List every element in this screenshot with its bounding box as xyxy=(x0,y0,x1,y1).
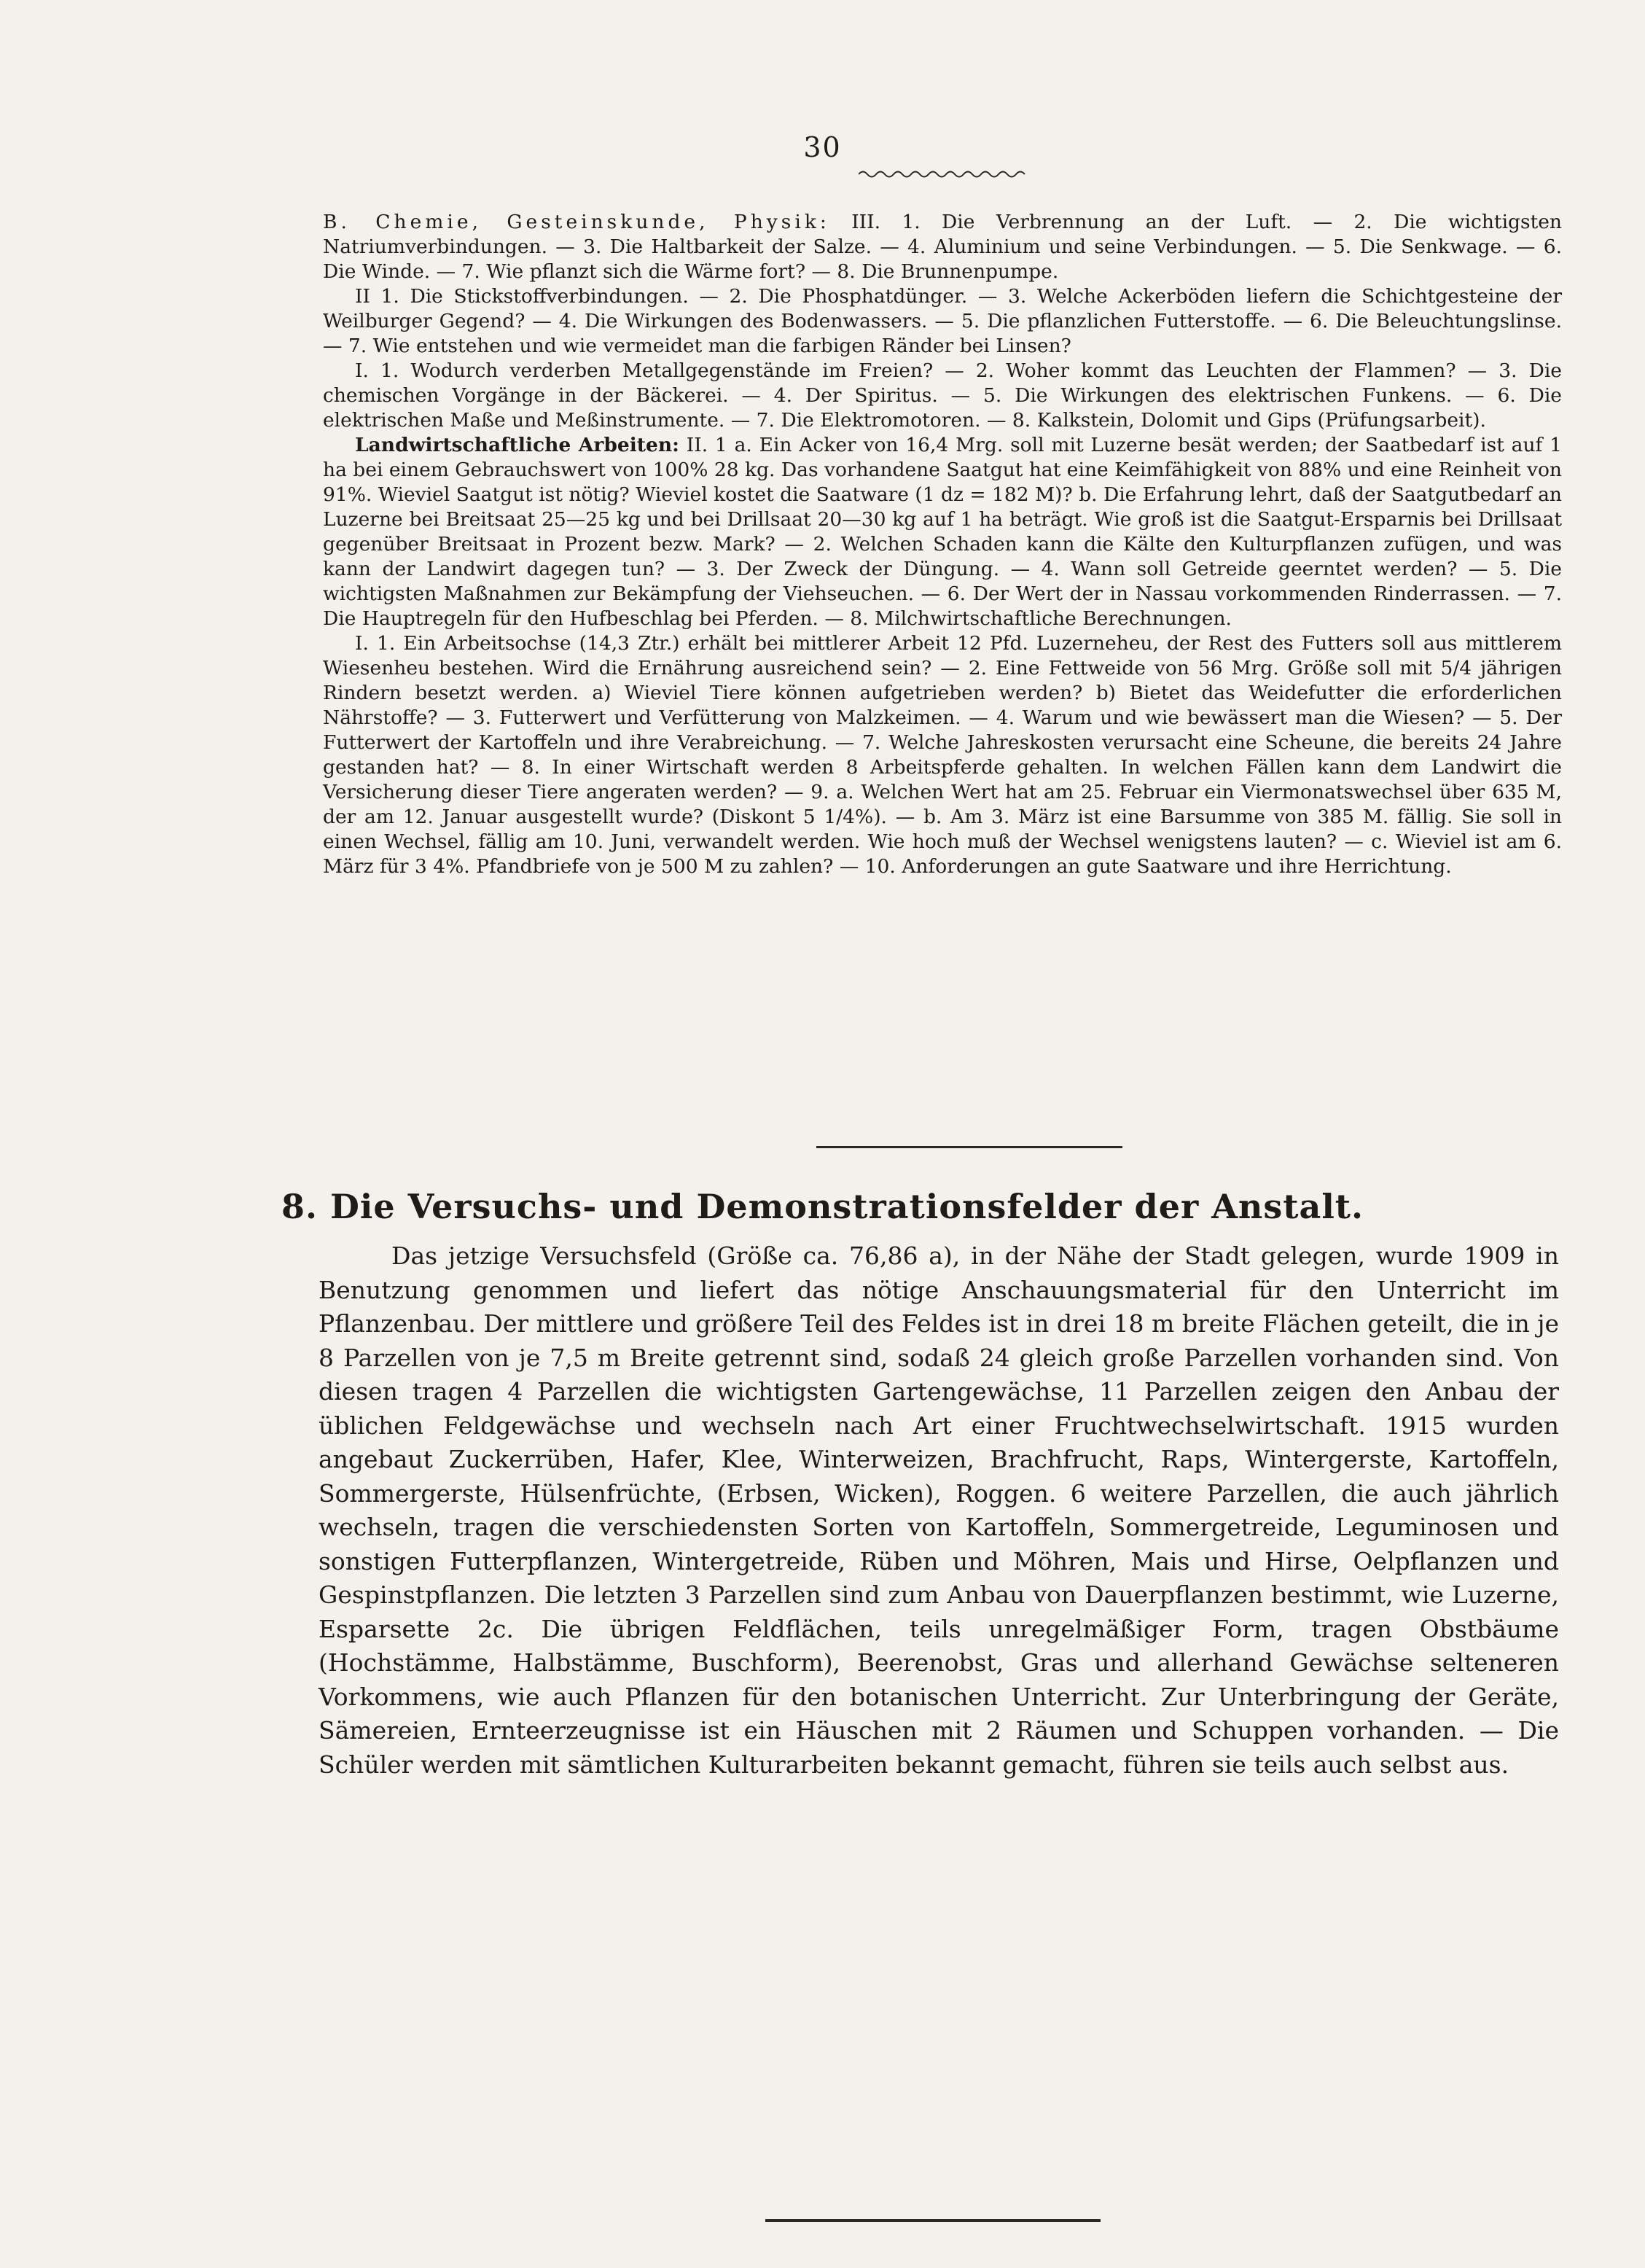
agriculture-section-p1 xyxy=(323,433,1562,631)
section-8-paragraph: Das jetzige Versuchsfeld (Größe ca. 76,86 a), in der Nähe der Stadt gelegen, wurde 1909 in Benutzung genommen und liefert das nötige Anschauungsmaterial für den Unterricht im Pflanzenbau. Der mittlere und größere Teil des Feldes ist in drei 18 m breite Flächen geteilt, die in je 8 Parzellen von je 7,5 m Breite getrennt sind, sodaß 24 gleich große Parzellen vorhanden sind. Von diesen tragen 4 Parzellen die wichtigsten Gartengewächse, 11 Parzellen zeigen den Anbau der üblichen Feldgewächse und wechseln nach Art einer Fruchtwechselwirtschaft. 1915 wurden angebaut Zuckerrüben, Hafer, Klee, Winterweizen, Brachfrucht, Raps, Wintergerste, Kartoffeln, Sommergerste, Hülsenfrüchte, (Erbsen, Wicken), Roggen. 6 weitere Parzellen, die auch jährlich wechseln, tragen die verschiedensten Sorten von Kartoffeln, Sommergetreide, Leguminosen und sonstigen Futterpflanzen, Wintergetreide, Rüben und Möhren, Mais und Hirse, Oelpflanzen und Gespinstpflanzen. Die letzten 3 Parzellen sind zum Anbau von Dauerpflanzen bestimmt, wie Luzerne, Esparsette 2c. Die übrigen Feldflächen, teils unregelmäßiger Form, tragen Obstbäume (Hochstämme, Halbstämme, Buschform), Beerenobst, Gras und allerhand Gewächse selteneren Vorkommens, wie auch Pflanzen für den botanischen Unterricht. Zur Unterbringung der Geräte, Sämereien, Ernteerzeugnisse ist ein Häuschen mit 2 Räumen und Schuppen vorhanden. — Die Schüler werden mit sämtlichen Kulturarbeiten bekannt gemacht, führen sie teils auch selbst aus. xyxy=(319,1242,1559,1779)
page-number: 30 xyxy=(803,131,842,163)
ornament-divider xyxy=(859,169,1026,179)
exam-topics-block xyxy=(323,210,1562,879)
end-rule xyxy=(765,2219,1101,2222)
chemistry-section-p1 xyxy=(323,210,1562,284)
agriculture-class-ii: II. 1 a. Ein Acker von 16,4 Mrg. soll mit Luzerne besät werden; der Saatbedarf ist auf 1 ha bei einem Gebrauchswert von 100% 28 kg. Das vorhandene Saatgut hat eine Keimfähigkeit von 88% und eine Reinheit von 91%. Wieviel Saatgut ist nötig? Wieviel kostet die Saatware (1 dz = 182 M)? b. Die Erfahrung lehrt, daß der Saatgutbedarf an Luzerne bei Breitsaat 25—25 kg und bei Drillsaat 20—30 kg auf 1 ha beträgt. Wie groß ist die Saatgut-Ersparnis bei Drillsaat gegenüber Breitsaat in Prozent bezw. Mark? — 2. Welchen Schaden kann die Kälte den Kulturpflanzen zufügen, und was kann der Landwirt dagegen tun? — 3. Der Zweck der Düngung. — 4. Wann soll Getreide geerntet werden? — 5. Die wichtigsten Maßnahmen zur Bekämpfung der Viehseuchen. — 6. Der Wert der in Nassau vorkommenden Rinderrassen. — 7. Die Hauptregeln für den Hufbeschlag bei Pferden. — 8. Milchwirtschaftliche Berechnungen. xyxy=(323,434,1562,630)
section-divider xyxy=(816,1146,1122,1148)
chemistry-class-ii: II 1. Die Stickstoffverbindungen. — 2. Die Phosphatdünger. — 3. Welche Ackerböden liefern die Schichtgesteine der Weilburger Gegend? — 4. Die Wirkungen des Bodenwassers. — 5. Die pflanzlichen Futterstoffe. — 6. Die Beleuchtungslinse. — 7. Wie entstehen und wie vermeidet man die farbigen Ränder bei Linsen? xyxy=(323,285,1562,357)
agriculture-heading: Landwirtschaftliche Arbeiten: xyxy=(355,434,679,456)
chemistry-class-iii: III. 1. Die Verbrennung an der Luft. — 2. Die wichtigsten Natriumverbindungen. — 3. Die Haltbarkeit der Salze. — 4. Aluminium und seine Verbindungen. — 5. Die Senkwage. — 6. Die Winde. — 7. Wie pflanzt sich die Wärme fort? — 8. Die Brunnenpumpe. xyxy=(323,211,1563,283)
section-8-body xyxy=(319,1239,1559,1782)
section-8-title: 8. Die Versuchs- und Demonstrationsfelder der Anstalt. xyxy=(281,1187,1364,1226)
agriculture-class-i: I. 1. Ein Arbeitsochse (14,3 Ztr.) erhält bei mittlerer Arbeit 12 Pfd. Luzerneheu, der Rest des Futters soll aus mittlerem Wiesenheu bestehen. Wird die Ernährung ausreichend sein? — 2. Eine Fettweide von 56 Mrg. Größe soll mit 5/4 jährigen Rindern besetzt werden. a) Wieviel Tiere können aufgetrieben werden? b) Bietet das Weidefutter die erforderlichen Nährstoffe? — 3. Futterwert und Verfütterung von Malzkeimen. — 4. Warum und wie bewässert man die Wiesen? — 5. Der Futterwert der Kartoffeln und ihre Verabreichung. — 7. Welche Jahreskosten verursacht eine Scheune, die bereits 24 Jahre gestanden hat? — 8. In einer Wirtschaft werden 8 Arbeitspferde gehalten. In welchen Fällen kann dem Landwirt die Versicherung dieser Tiere angeraten werden? — 9. a. Welchen Wert hat am 25. Februar ein Viermonatswechsel über 635 M, der am 12. Januar ausgestellt wurde? (Diskont 5 1/4%). — b. Am 3. März ist eine Barsumme von 385 M. fällig. Sie soll in einen Wechsel, fällig am 10. Juni, verwandelt werden. Wie hoch muß der Wechsel wenigstens lauten? — c. Wieviel ist am 6. März für 3 4%. Pfandbriefe von je 500 M zu zahlen? — 10. Anforderungen an gute Saatware und ihre Herrichtung. xyxy=(323,632,1562,878)
chemistry-heading: B. Chemie, Gesteinskunde, Physik: xyxy=(323,211,830,233)
chemistry-class-i: I. 1. Wodurch verderben Metallgegenstände im Freien? — 2. Woher kommt das Leuchten der Flammen? — 3. Die chemischen Vorgänge in der Bäckerei. — 4. Der Spiritus. — 5. Die Wirkungen des elektrischen Funkens. — 6. Die elektrischen Maße und Meßinstrumente. — 7. Die Elektromotoren. — 8. Kalkstein, Dolomit und Gips (Prüfungsarbeit). xyxy=(323,359,1562,432)
